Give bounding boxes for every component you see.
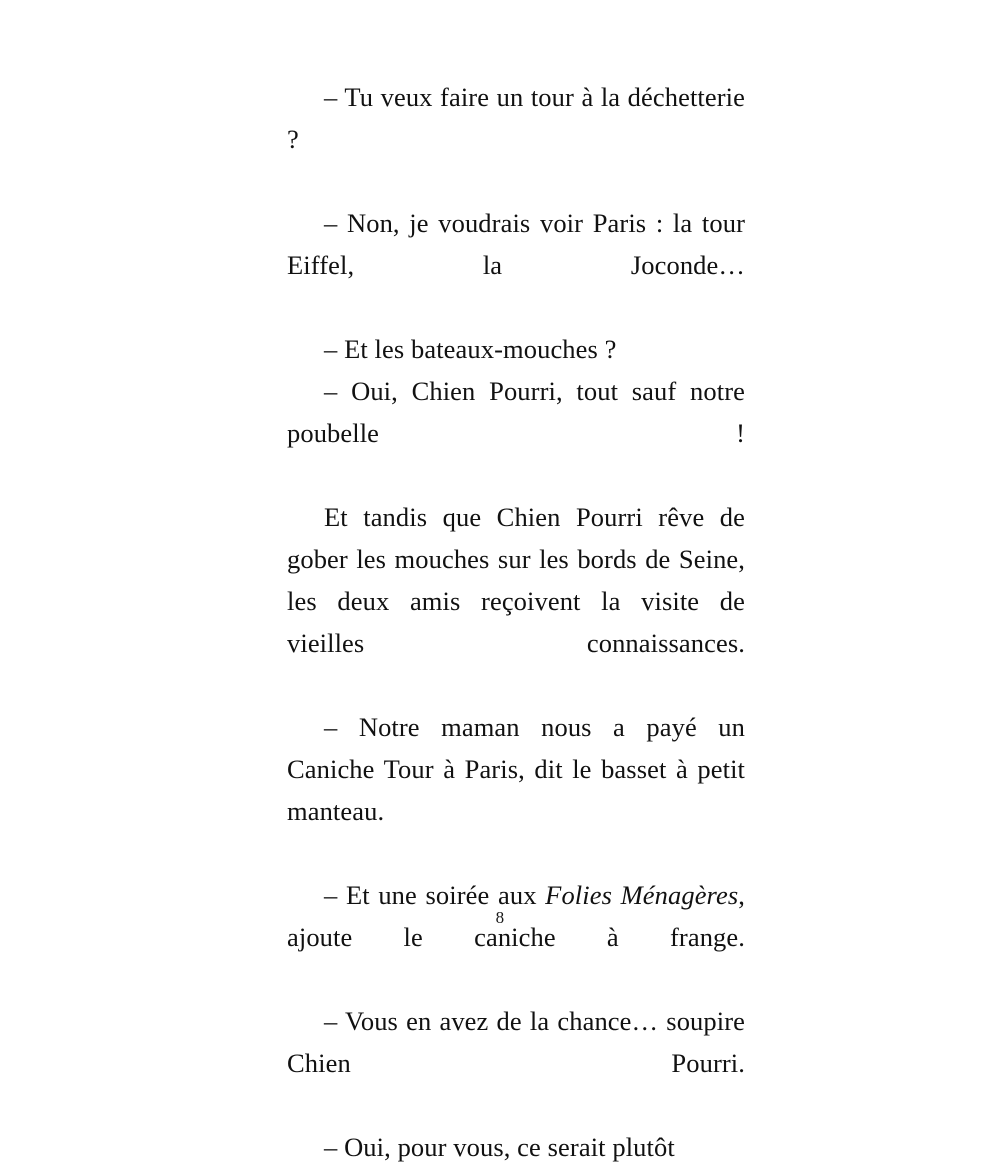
- paragraph-dialogue-7: – Vous en avez de la chance… soupire Chien Pourri.: [287, 1006, 745, 1078]
- paragraph-dialogue-1: – Tu veux faire un tour à la déchetterie ?: [287, 82, 745, 154]
- page-number: 8: [495, 908, 505, 927]
- paragraph-lead-text: – Et une soirée aux: [324, 880, 546, 910]
- paragraph-dialogue-4: – Oui, Chien Pourri, tout sauf notre poubelle !: [287, 376, 745, 448]
- paragraph-tail-text: , ajoute le caniche à frange.: [287, 880, 745, 952]
- paragraph-dialogue-5: – Notre maman nous a payé un Caniche Tour à Paris, dit le basset à petit manteau.: [287, 712, 745, 826]
- paragraph-dialogue-6-italic-title: [287, 874, 745, 1000]
- paragraph-dialogue-8: – Oui, pour vous, ce serait plutôt: [324, 1132, 675, 1162]
- paragraph-narration-1: Et tandis que Chien Pourri rêve de gober les mouches sur les bords de Seine, les deux amis reçoivent la visite de vieilles connaissances.: [287, 502, 745, 658]
- italic-show-title: Folies Ménagères: [545, 880, 739, 910]
- page-text-block: [287, 76, 745, 1168]
- paragraph-dialogue-3: – Et les bateaux-mouches ?: [324, 334, 617, 364]
- paragraph-dialogue-2: – Non, je voudrais voir Paris : la tour Eiffel, la Joconde…: [287, 208, 745, 280]
